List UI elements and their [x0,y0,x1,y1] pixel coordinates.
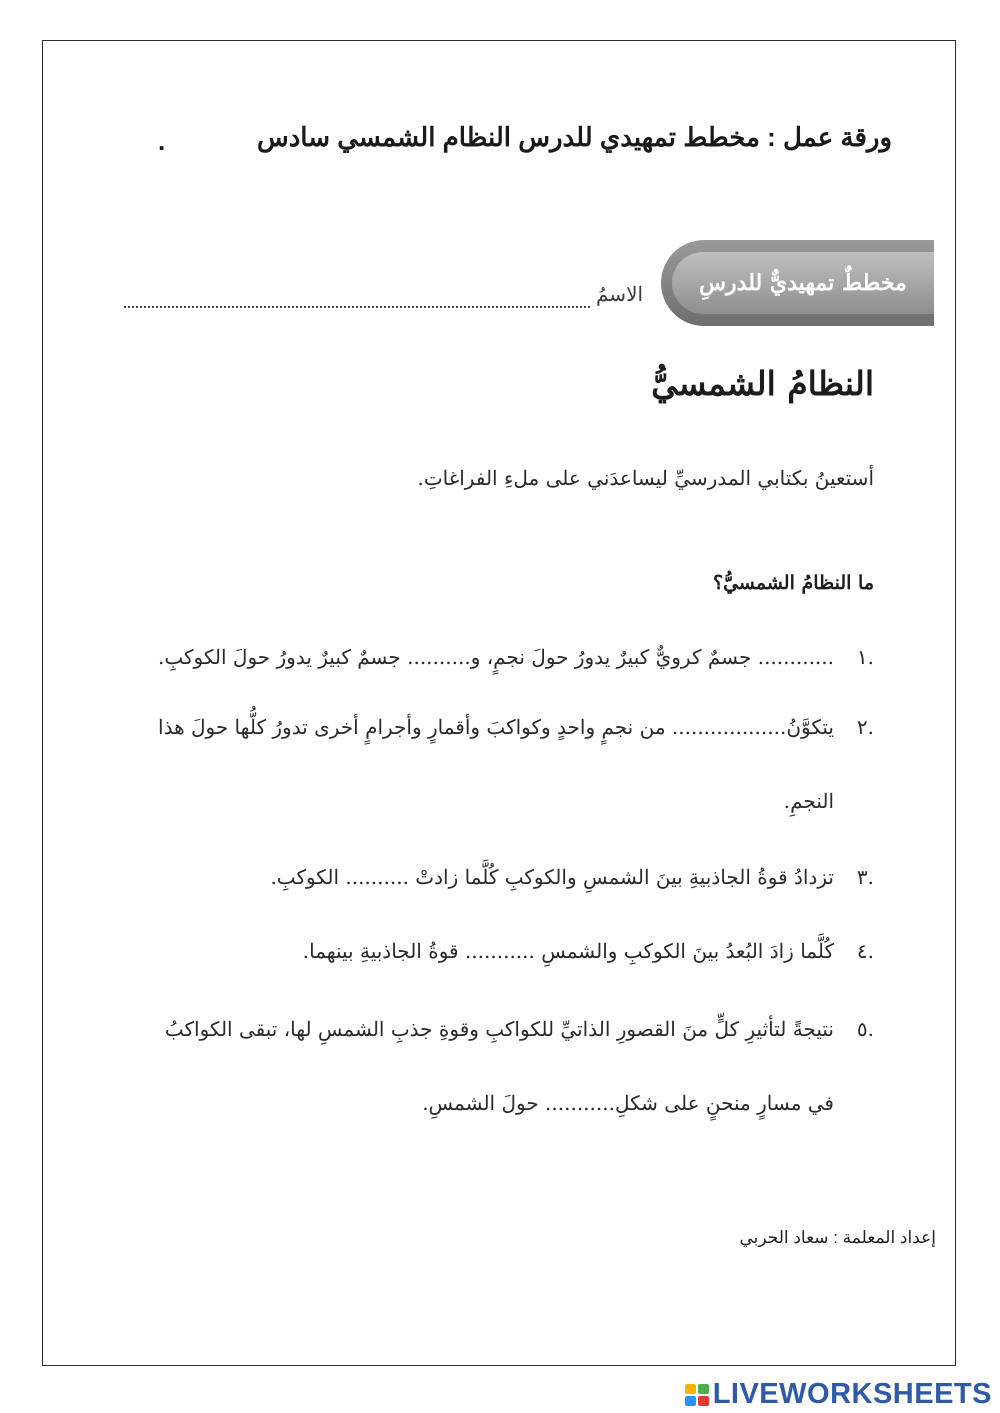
list-item [139,624,874,690]
item-number: .٣ [856,865,874,889]
item-text[interactable]: تزدادُ قوةُ الجاذبيةِ بينَ الشمسِ والكوكبِ كُلَّما زادتْ .......... الكوكبِ. [270,865,834,889]
item-number: .٢ [856,715,874,739]
logo-square-1 [685,1384,696,1394]
list-item [139,844,874,910]
item-number: .٥ [856,1017,874,1041]
list-item [139,918,874,984]
banner-label: مخططٌ تمهيديٌّ للدرسِ [699,270,907,296]
lesson-title: النظامُ الشمسيُّ [651,364,874,403]
liveworksheets-logo[interactable] [685,1378,992,1411]
item-text[interactable]: ............ جسمٌ كرويٌّ كبيرٌ يدورُ حولَ نجمٍ، و.......... جسمٌ كبيرٌ يدورُ حولَ الكوكبِ. [158,645,834,669]
instruction-text: أستعينُ بكتابي المدرسيِّ ليساعدَني على ملءِ الفراغاتِ. [417,466,874,490]
lesson-banner-inner [672,252,934,314]
fill-in-list [139,624,874,1140]
title-dot: . [158,126,166,156]
list-item [139,992,874,1140]
name-input-line[interactable] [124,306,590,308]
question-heading: ما النظامُ الشمسيُّ؟ [712,572,874,594]
logo-square-3 [685,1396,696,1406]
logo-square-4 [698,1396,709,1406]
item-text[interactable]: كُلَّما زادَ البُعدُ بينَ الكوكبِ والشمسِ ........... قوةُ الجاذبيةِ بينهما. [302,939,834,963]
logo-text: LIVEWORKSHEETS [712,1378,992,1410]
item-number: .١ [856,645,874,669]
list-item [139,690,874,838]
liveworksheets-logo-icon [685,1384,709,1406]
logo-square-2 [698,1384,709,1394]
item-text[interactable]: نتيجةً لتأثيرِ كلٍّ منَ القصورِ الذاتيِّ للكواكبِ وقوةِ جذبِ الشمسِ لها، تبقى الكواكبُ في مسارٍ منحنٍ على شكلِ........... حولَ الشمسِ. [164,1017,834,1115]
worksheet-title: ورقة عمل : مخطط تمهيدي للدرس النظام الشمسي سادس [256,122,892,152]
teacher-credit: إعداد المعلمة : سعاد الحربي [739,1228,936,1247]
name-label: الاسمُ [596,282,644,306]
item-text[interactable]: يتكوَّنُ.................. من نجمٍ واحدٍ وكواكبَ وأقمارٍ وأجرامٍ أخرى تدورُ كلُّها حولَ هذا النجمِ. [158,715,834,813]
item-number: .٤ [856,939,874,963]
lesson-banner [661,240,934,326]
